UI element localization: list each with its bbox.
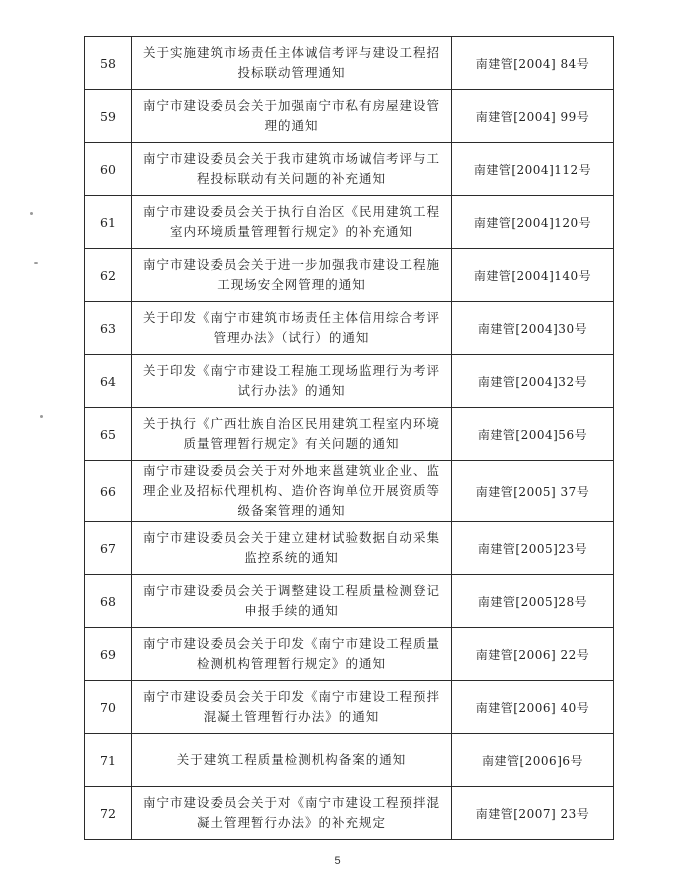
document-number: 南建管[2006]6号 bbox=[452, 734, 614, 787]
scan-speck bbox=[40, 415, 43, 418]
row-number: 63 bbox=[85, 302, 132, 355]
document-number: 南建管[2004] 99号 bbox=[452, 90, 614, 143]
row-number: 71 bbox=[85, 734, 132, 787]
document-title: 关于印发《南宁市建筑市场责任主体信用综合考评管理办法》（试行）的通知 bbox=[132, 302, 452, 355]
document-number: 南建管[2005]23号 bbox=[452, 522, 614, 575]
document-number: 南建管[2004]112号 bbox=[452, 143, 614, 196]
document-number: 南建管[2004] 84号 bbox=[452, 37, 614, 90]
table-row bbox=[85, 302, 614, 355]
row-number: 67 bbox=[85, 522, 132, 575]
table-row bbox=[85, 408, 614, 461]
row-number: 70 bbox=[85, 681, 132, 734]
document-title: 南宁市建设委员会关于执行自治区《民用建筑工程室内环境质量管理暂行规定》的补充通知 bbox=[132, 196, 452, 249]
document-title: 南宁市建设委员会关于对《南宁市建设工程预拌混凝土管理暂行办法》的补充规定 bbox=[132, 787, 452, 840]
page-number: 5 bbox=[334, 855, 341, 867]
table-row bbox=[85, 90, 614, 143]
scan-speck bbox=[30, 212, 33, 215]
table-row bbox=[85, 196, 614, 249]
document-title: 南宁市建设委员会关于我市建筑市场诚信考评与工程投标联动有关问题的补充通知 bbox=[132, 143, 452, 196]
document-title: 南宁市建设委员会关于印发《南宁市建设工程预拌混凝土管理暂行办法》的通知 bbox=[132, 681, 452, 734]
table-row bbox=[85, 143, 614, 196]
document-number: 南建管[2007] 23号 bbox=[452, 787, 614, 840]
row-number: 72 bbox=[85, 787, 132, 840]
row-number: 59 bbox=[85, 90, 132, 143]
document-title: 关于印发《南宁市建设工程施工现场监理行为考评试行办法》的通知 bbox=[132, 355, 452, 408]
table-row bbox=[85, 461, 614, 522]
document-title: 关于建筑工程质量检测机构备案的通知 bbox=[132, 734, 452, 787]
document-number: 南建管[2004]32号 bbox=[452, 355, 614, 408]
table-row bbox=[85, 522, 614, 575]
row-number: 62 bbox=[85, 249, 132, 302]
row-number: 68 bbox=[85, 575, 132, 628]
row-number: 58 bbox=[85, 37, 132, 90]
row-number: 69 bbox=[85, 628, 132, 681]
table-row bbox=[85, 355, 614, 408]
document-title: 南宁市建设委员会关于进一步加强我市建设工程施工现场安全网管理的通知 bbox=[132, 249, 452, 302]
document-title: 关于执行《广西壮族自治区民用建筑工程室内环境质量管理暂行规定》有关问题的通知 bbox=[132, 408, 452, 461]
document-title: 南宁市建设委员会关于加强南宁市私有房屋建设管理的通知 bbox=[132, 90, 452, 143]
table-row bbox=[85, 575, 614, 628]
table-row bbox=[85, 681, 614, 734]
table-body bbox=[85, 37, 614, 840]
table-row bbox=[85, 787, 614, 840]
table-row bbox=[85, 734, 614, 787]
row-number: 61 bbox=[85, 196, 132, 249]
document-title: 关于实施建筑市场责任主体诚信考评与建设工程招投标联动管理通知 bbox=[132, 37, 452, 90]
table-row bbox=[85, 249, 614, 302]
document-number: 南建管[2005] 37号 bbox=[452, 461, 614, 522]
document-title: 南宁市建设委员会关于建立建材试验数据自动采集监控系统的通知 bbox=[132, 522, 452, 575]
document-title: 南宁市建设委员会关于印发《南宁市建设工程质量检测机构管理暂行规定》的通知 bbox=[132, 628, 452, 681]
scan-speck bbox=[34, 262, 38, 264]
document-title: 南宁市建设委员会关于对外地来邕建筑业企业、监理企业及招标代理机构、造价咨询单位开展资质等级备案管理的通知 bbox=[132, 461, 452, 522]
row-number: 65 bbox=[85, 408, 132, 461]
row-number: 66 bbox=[85, 461, 132, 522]
document-number: 南建管[2006] 40号 bbox=[452, 681, 614, 734]
document-number: 南建管[2004]30号 bbox=[452, 302, 614, 355]
document-title: 南宁市建设委员会关于调整建设工程质量检测登记申报手续的通知 bbox=[132, 575, 452, 628]
row-number: 60 bbox=[85, 143, 132, 196]
document-number: 南建管[2004]56号 bbox=[452, 408, 614, 461]
document-number: 南建管[2006] 22号 bbox=[452, 628, 614, 681]
regulation-list-table bbox=[84, 36, 614, 840]
table-row bbox=[85, 628, 614, 681]
document-number: 南建管[2005]28号 bbox=[452, 575, 614, 628]
table-row bbox=[85, 37, 614, 90]
document-number: 南建管[2004]120号 bbox=[452, 196, 614, 249]
row-number: 64 bbox=[85, 355, 132, 408]
document-number: 南建管[2004]140号 bbox=[452, 249, 614, 302]
